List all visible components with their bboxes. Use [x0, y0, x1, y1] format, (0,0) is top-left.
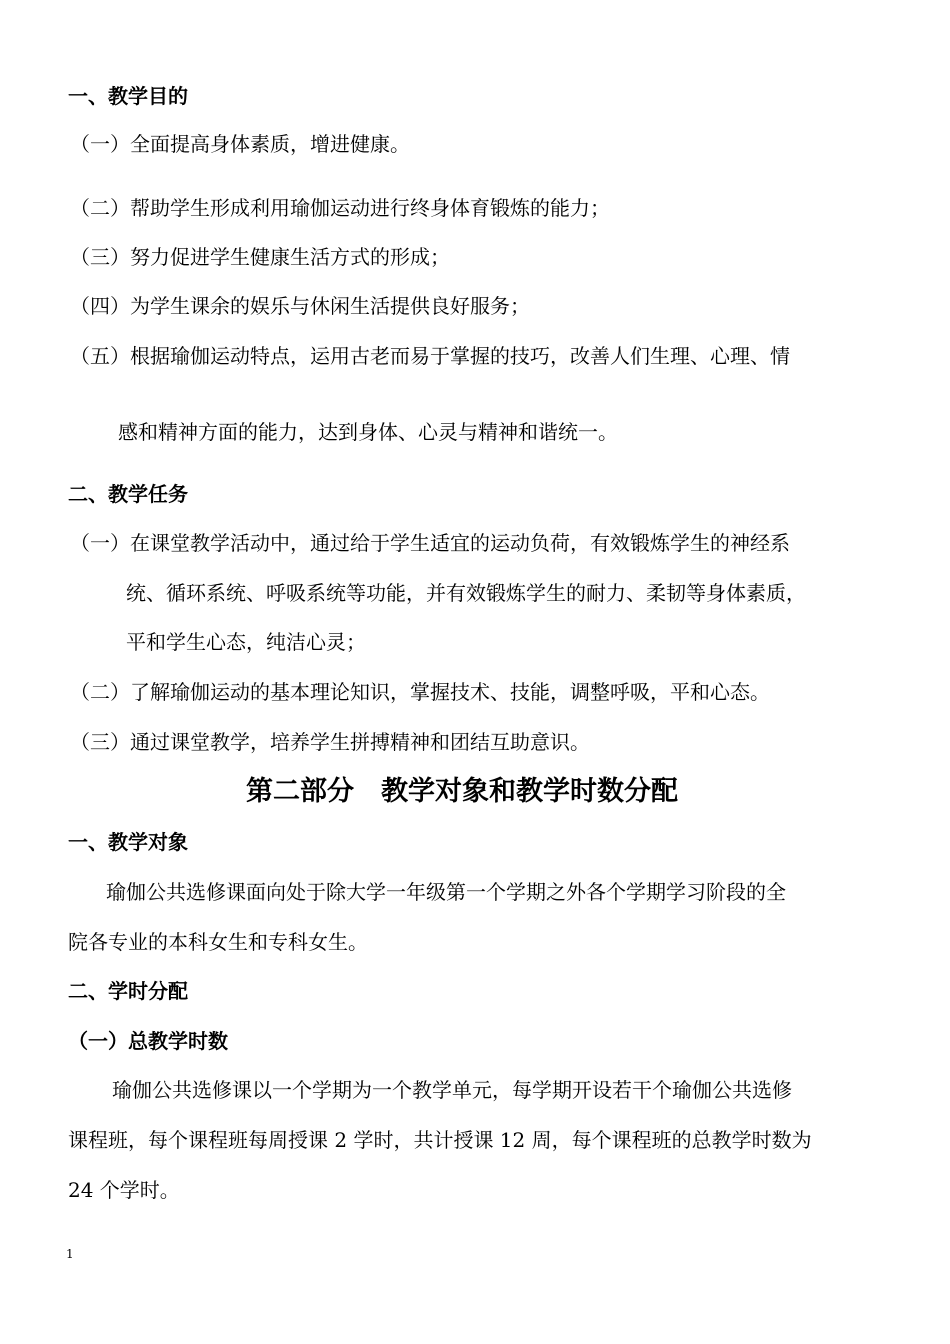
section-heading-teaching-purpose: 一、教学目的 [68, 84, 188, 108]
task-item-3: （三）通过课堂教学，培养学生拼搏精神和团结互助意识。 [70, 730, 590, 754]
teaching-objects-line-1: 瑜伽公共选修课面向处于除大学一年级第一个学期之外各个学期学习阶段的全 [106, 880, 786, 904]
purpose-item-2: （二）帮助学生形成利用瑜伽运动进行终身体育锻炼的能力； [70, 196, 610, 220]
heading-hour-allocation: 二、学时分配 [68, 979, 188, 1003]
section-heading-teaching-tasks: 二、教学任务 [68, 482, 188, 506]
task-item-1-line-2: 统、循环系统、呼吸系统等功能，并有效锻炼学生的耐力、柔韧等身体素质， [126, 581, 806, 605]
purpose-item-1: （一）全面提高身体素质，增进健康。 [70, 132, 410, 156]
teaching-objects-line-2: 院各专业的本科女生和专科女生。 [68, 930, 368, 954]
task-item-1-line-3: 平和学生心态，纯洁心灵； [126, 630, 366, 654]
task-item-1: （一）在课堂教学活动中，通过给于学生适宜的运动负荷，有效锻炼学生的神经系 [70, 531, 790, 555]
page-number: 1 [66, 1247, 74, 1261]
purpose-item-3: （三）努力促进学生健康生活方式的形成； [70, 245, 450, 269]
subheading-total-hours: （一）总教学时数 [68, 1029, 228, 1053]
purpose-item-5-continued: 感和精神方面的能力，达到身体、心灵与精神和谐统一。 [118, 420, 618, 444]
purpose-item-4: （四）为学生课余的娱乐与休闲生活提供良好服务； [70, 294, 530, 318]
purpose-item-5: （五）根据瑜伽运动特点，运用古老而易于掌握的技巧，改善人们生理、心理、情 [70, 344, 790, 368]
heading-teaching-objects: 一、教学对象 [68, 830, 188, 854]
part-two-title: 第二部分 教学对象和教学时数分配 [246, 776, 678, 807]
total-hours-line-3: 24 个学时。 [68, 1178, 180, 1202]
total-hours-line-2: 课程班，每个课程班每周授课 2 学时，共计授课 12 周，每个课程班的总教学时数为 [68, 1128, 812, 1152]
task-item-2: （二）了解瑜伽运动的基本理论知识，掌握技术、技能，调整呼吸，平和心态。 [70, 680, 770, 704]
total-hours-line-1: 瑜伽公共选修课以一个学期为一个教学单元，每学期开设若干个瑜伽公共选修 [112, 1078, 792, 1102]
